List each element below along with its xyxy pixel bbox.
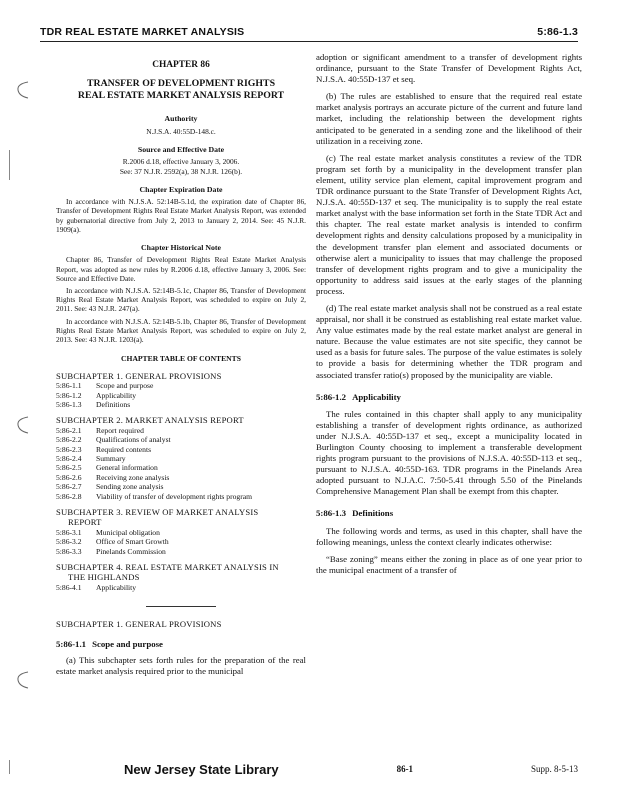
toc-item-number: 5:86-4.1 bbox=[56, 582, 82, 592]
section-paragraph: (a) This subchapter sets forth rules for the preparation of the real estate market analysis required prior to the municipal bbox=[56, 655, 306, 677]
toc-item-number: 5:86-3.3 bbox=[56, 546, 82, 556]
toc-item-number: 5:86-1.1 bbox=[56, 381, 82, 391]
toc-list bbox=[56, 583, 306, 592]
source-line: See: 37 N.J.R. 2592(a), 38 N.J.R. 126(b). bbox=[119, 166, 243, 176]
chapter-title bbox=[56, 78, 306, 102]
toc-item-title: Summary bbox=[96, 453, 126, 463]
toc-item-title: Applicability bbox=[96, 582, 137, 592]
toc-item-title: Scope and purpose bbox=[96, 381, 154, 391]
history-note: Chapter 86, Transfer of Development Rights Real Estate Market Analysis Report, was adopted as new rules by R.2006 d.18, effective January 3, 2006. See: Source and Effective Date. bbox=[56, 255, 306, 283]
left-column bbox=[56, 52, 306, 677]
toc-item[interactable] bbox=[56, 435, 306, 444]
history-heading: Chapter Historical Note bbox=[141, 243, 221, 253]
binder-hole-mark bbox=[14, 415, 32, 435]
toc-item[interactable] bbox=[56, 381, 306, 390]
toc-item-title: Receiving zone analysis bbox=[96, 472, 170, 482]
history-note: In accordance with N.J.S.A. 52:14B-5.1b, Chapter 86, Transfer of Development Rights Real Estate Market Analysis Report, was scheduled to expire on July 2, 2013. See: 43 N.J.R. 1203(a). bbox=[56, 316, 306, 345]
header-title: TDR REAL ESTATE MARKET ANALYSIS bbox=[40, 26, 245, 38]
paragraph: “Base zoning” means either the zoning in place as of one year prior to the municipal enactment of a transfer of bbox=[316, 553, 582, 575]
history-note: In accordance with N.J.S.A. 52:14B-5.1c, Chapter 86, Transfer of Development Rights Real Estate Market Analysis Report, was scheduled to expire on July 2, 2011. See: 43 N.J.R. 247(a). bbox=[56, 286, 306, 314]
section-heading bbox=[56, 639, 306, 649]
toc-item-number: 5:86-1.3 bbox=[56, 399, 82, 409]
authority-text: N.J.S.A. 40:55D-148.c. bbox=[146, 126, 216, 136]
toc-item-title: Pinelands Commission bbox=[96, 546, 166, 556]
toc-item[interactable] bbox=[56, 391, 306, 400]
toc-item[interactable] bbox=[56, 583, 306, 592]
toc-subchapter: SUBCHAPTER 3. REVIEW OF MARKET ANALYSIS bbox=[56, 506, 259, 517]
toc-item-title: General information bbox=[96, 463, 158, 473]
chapter-number: CHAPTER 86 bbox=[152, 60, 210, 70]
section-title: Applicability bbox=[352, 391, 401, 402]
toc-item-number: 5:86-2.5 bbox=[56, 463, 82, 473]
authority-heading: Authority bbox=[164, 114, 198, 124]
toc-item-title: Required contents bbox=[96, 444, 152, 454]
toc-item[interactable] bbox=[56, 537, 306, 546]
toc-item-title: Sending zone analysis bbox=[96, 482, 164, 492]
toc-item-title: Definitions bbox=[96, 399, 131, 409]
toc-item-number: 5:86-2.7 bbox=[56, 482, 82, 492]
section-number: 5:86-1.1 bbox=[56, 638, 87, 649]
section-number: 5:86-1.3 bbox=[316, 508, 347, 519]
toc-item-number: 5:86-3.1 bbox=[56, 527, 82, 537]
toc-subchapter: SUBCHAPTER 1. GENERAL PROVISIONS bbox=[56, 370, 222, 381]
toc-subchapter-continued: REPORT bbox=[68, 517, 102, 528]
margin-line bbox=[9, 150, 10, 180]
chapter-title-line: REAL ESTATE MARKET ANALYSIS REPORT bbox=[77, 90, 285, 102]
section-number: 5:86-1.2 bbox=[316, 391, 347, 402]
supplement-date: Supp. 8-5-13 bbox=[530, 764, 578, 774]
toc-heading: CHAPTER TABLE OF CONTENTS bbox=[121, 354, 241, 364]
page-footer bbox=[40, 760, 578, 778]
toc-item[interactable] bbox=[56, 400, 306, 409]
toc-item-number: 5:86-1.2 bbox=[56, 390, 82, 400]
toc-item-number: 5:86-2.1 bbox=[56, 425, 82, 435]
toc-subchapter-continued: THE HIGHLANDS bbox=[68, 572, 140, 583]
section-title: Definitions bbox=[352, 508, 394, 519]
toc-item-number: 5:86-2.3 bbox=[56, 444, 82, 454]
toc-item-title: Viability of transfer of development rights program bbox=[96, 491, 253, 501]
paragraph: (d) The real estate market analysis shall not be construed as a real estate appraisal, nor shall it be construed as establishing real estate market value. Any value estimates made by the real estate market analyst are general in nature. Because the value estimates are not site specific, they cannot be used as a basis for future sales. The purpose of the value estimates is solely to provide a basis for determining whether the TDR program and associated transfer ratio(s) proposed by the municipality are viable. bbox=[316, 302, 582, 380]
toc-item[interactable] bbox=[56, 492, 306, 501]
page-number: 86-1 bbox=[396, 764, 414, 774]
section-heading bbox=[316, 392, 582, 403]
toc-item-title: Applicability bbox=[96, 390, 137, 400]
binder-hole-mark bbox=[14, 80, 32, 100]
toc-item[interactable] bbox=[56, 482, 306, 491]
toc-item[interactable] bbox=[56, 426, 306, 435]
toc-item-title: Municipal obligation bbox=[96, 527, 160, 537]
right-column bbox=[316, 52, 582, 576]
toc-list bbox=[56, 528, 306, 556]
toc-subchapter: SUBCHAPTER 4. REAL ESTATE MARKET ANALYSIS IN bbox=[56, 562, 279, 572]
paragraph: (b) The rules are established to ensure that the required real estate market analysis portrays an accurate picture of the current and future land market, including the relationship between the development rights anticipated to be generated in a sending zone and the likelihood of their utilization in a receiving zone. bbox=[316, 91, 582, 146]
library-stamp: New Jersey State Library bbox=[124, 761, 279, 777]
toc-item-number: 5:86-3.2 bbox=[56, 537, 82, 547]
toc-subchapter: SUBCHAPTER 2. MARKET ANALYSIS REPORT bbox=[56, 415, 244, 426]
toc-item[interactable] bbox=[56, 463, 306, 472]
toc-item-number: 5:86-2.6 bbox=[56, 472, 82, 482]
toc-item-title: Office of Smart Growth bbox=[96, 537, 169, 547]
expiration-heading: Chapter Expiration Date bbox=[139, 184, 223, 194]
paragraph: The following words and terms, as used in this chapter, shall have the following meanings, unless the context clearly indicates otherwise: bbox=[316, 525, 582, 547]
toc-item[interactable] bbox=[56, 473, 306, 482]
toc-list bbox=[56, 381, 306, 409]
paragraph-continued: adoption or significant amendment to a transfer of development rights ordinance, pursuant to the State Transfer of Development Rights Act, N.J.S.A. 40:55D-137 et seq. bbox=[316, 52, 582, 85]
toc-item-number: 5:86-2.8 bbox=[56, 491, 82, 501]
section-title: Scope and purpose bbox=[92, 638, 163, 649]
toc-item-number: 5:86-2.4 bbox=[56, 453, 82, 463]
source-heading: Source and Effective Date bbox=[137, 145, 225, 155]
toc-item[interactable] bbox=[56, 547, 306, 556]
running-header bbox=[40, 20, 578, 42]
margin-line bbox=[9, 760, 10, 774]
paragraph: (c) The real estate market analysis constitutes a review of the TDR program set forth by a municipality in the development transfer plan element, utility service plan element, capital improvement program and TDR ordinance pursuant to the State Transfer of Development Rights Act, N.J.S.A. 40:55D-137 et seq. The municipality is to supply the real estate market analyst with the base information set forth in the State TDR Act and this chapter. The real estate market analysis is intended to confirm development rights and density calculations proposed by a municipality in the development transfer plan element and associated documents or otherwise alert a municipality to issues that may challenge the proposed transfer of development rights program and to give a municipality the opportunity to address said issues at the early stages of the planning process. bbox=[316, 152, 582, 296]
chapter-title-line: TRANSFER OF DEVELOPMENT RIGHTS bbox=[86, 78, 276, 90]
section-divider bbox=[146, 606, 216, 607]
paragraph: The rules contained in this chapter shall apply to any municipality establishing a transfer of development rights ordinance, as authorized under N.J.S.A. 40:55D-137 et seq., except a municipality located in Burlington County choosing to implement a transferable development rights program pursuant to the provisions of N.J.S.A. 40:55D-113 et seq., pursuant to N.J.S.A. 40:55D-163. TDR programs in the Pinelands Area adopted pursuant to N.J.A.C. 7:50-5.41 through 5.50 of the Pinelands Comprehensive Management Plan shall be exempt from this chapter. bbox=[316, 408, 582, 497]
section-heading bbox=[316, 508, 582, 519]
toc-item[interactable] bbox=[56, 454, 306, 463]
source-line: R.2006 d.18, effective January 3, 2006. bbox=[122, 157, 240, 167]
binder-hole-mark bbox=[14, 670, 32, 690]
toc-item-number: 5:86-2.2 bbox=[56, 435, 82, 445]
toc-item[interactable] bbox=[56, 445, 306, 454]
expiration-text: In accordance with N.J.S.A. 52:14B-5.1d, the expiration date of Chapter 86, Transfer of Development Rights Real Estate Market Analysis Report, was extended by gubernatorial directive from July 2, 2013 to January 2, 2014. See: 45 N.J.R. 1909(a). bbox=[56, 197, 306, 234]
toc-item[interactable] bbox=[56, 528, 306, 537]
toc-item-title: Report required bbox=[96, 425, 144, 435]
toc-item-title: Qualifications of analyst bbox=[96, 435, 171, 445]
toc-list bbox=[56, 426, 306, 501]
header-section-number: 5:86-1.3 bbox=[537, 26, 578, 38]
subchapter-heading: SUBCHAPTER 1. GENERAL PROVISIONS bbox=[56, 619, 222, 630]
